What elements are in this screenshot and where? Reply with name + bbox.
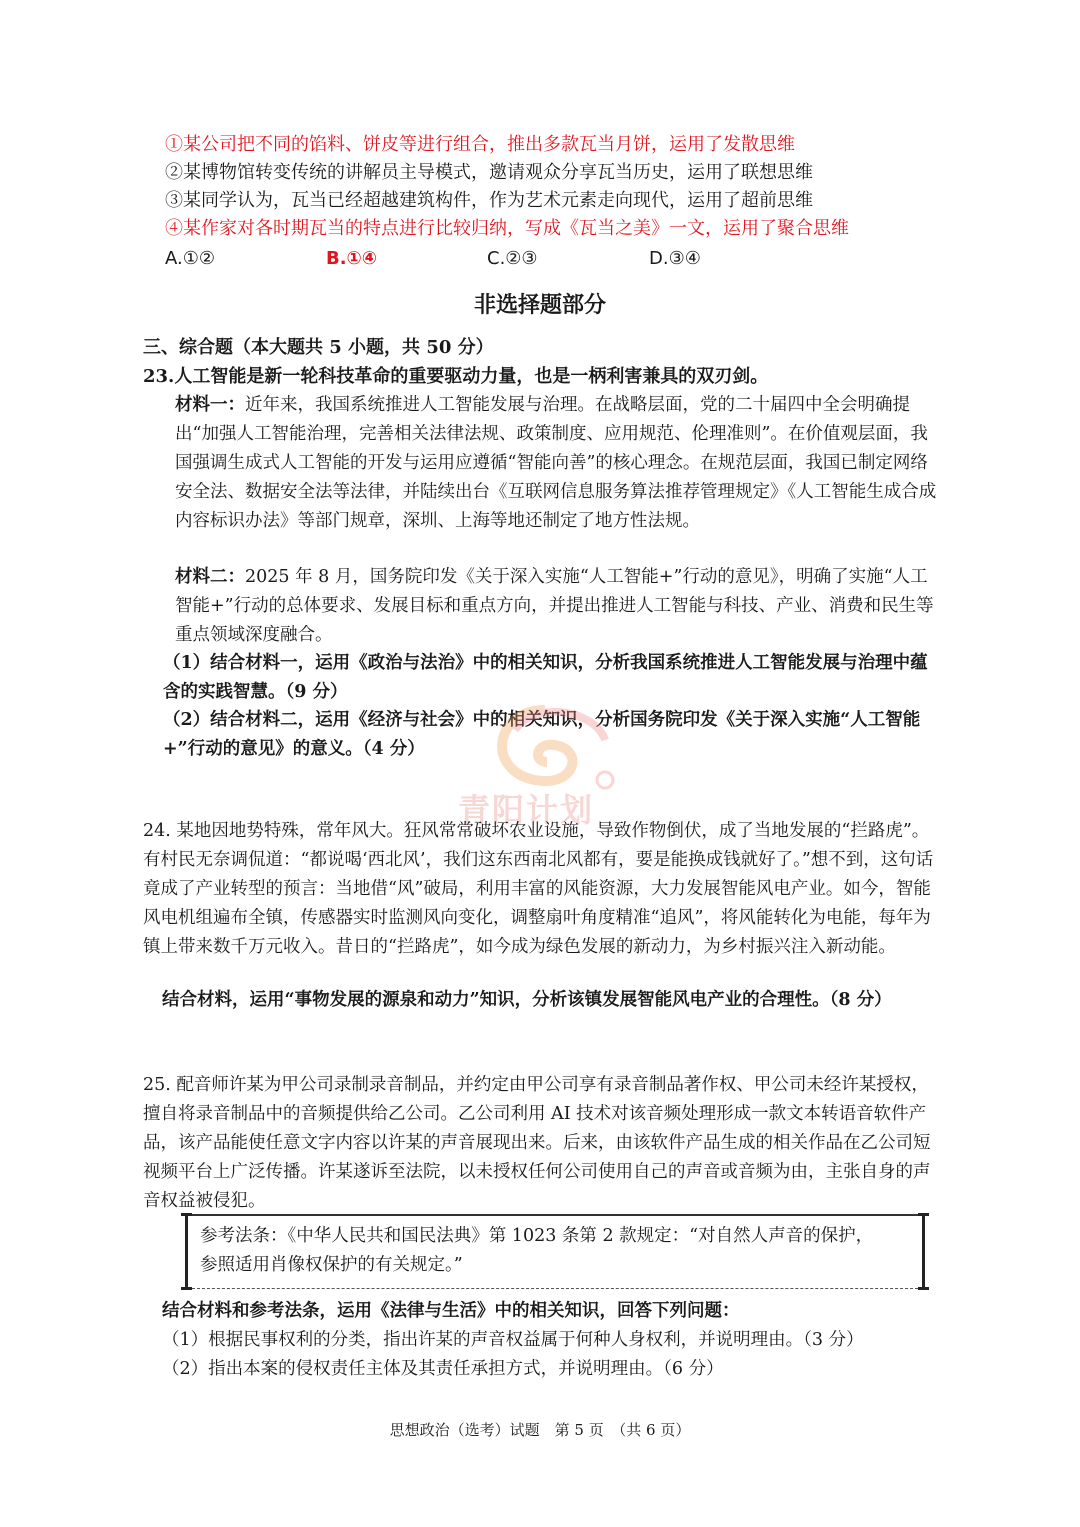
reference-law-box bbox=[183, 1213, 927, 1290]
page-footer: 思想政治（选考）试题 第 5 页 （共 6 页） bbox=[389, 1421, 691, 1439]
q23-title: 23.人工智能是新一轮科技革命的重要驱动力量，也是一柄利害兼具的双刃剑。 bbox=[143, 366, 769, 387]
section-header: 三、综合题（本大题共 5 小题，共 50 分） bbox=[143, 337, 494, 358]
q25-question-2: （2）指出本案的侵权责任主体及其责任承担方式，并说明理由。（6 分） bbox=[162, 1359, 724, 1379]
q25-material: 25. 配音师许某为甲公司录制录音制品，并约定由甲公司享有录音制品著作权、甲公司未经许某授权，擅自将录音制品中的音频提供给乙公司。乙公司利用 AI 技术对该音频处理形成一款文本转语音软件产品，该产品能使任意文字内容以许某的声音展现出来。后来，由该软件产品生成的相关作品在乙公司短视频平台上广泛传播。许某遂诉至法院，以未授权任何公司使用自己的声音或音频为由，主张自身的声音权益被侵犯。 bbox=[143, 1075, 931, 1211]
material-1-label: 材料一： bbox=[175, 395, 245, 415]
q24-question: 结合材料，运用“事物发展的源泉和动力”知识，分析该镇发展智能风电产业的合理性。（8 分） bbox=[162, 990, 892, 1010]
statement-4: ④某作家对各时期瓦当的特点进行比较归纳，写成《瓦当之美》一文，运用了聚合思维 bbox=[165, 218, 849, 239]
q23-material-2 bbox=[175, 563, 941, 650]
q23-question-2: （2）结合材料二，运用《经济与社会》中的相关知识，分析国务院印发《关于深入实施“人工智能+”行动的意见》的意义。（4 分） bbox=[163, 710, 921, 759]
q23-question-1: （1）结合材料一，运用《政治与法治》中的相关知识，分析我国系统推进人工智能发展与治理中蕴含的实践智慧。（9 分） bbox=[163, 653, 928, 702]
option-b: B.①④ bbox=[326, 248, 378, 269]
material-1-text: 近年来，我国系统推进人工智能发展与治理。在战略层面，党的二十届四中全会明确提出“加强人工智能治理，完善相关法律法规、政策制度、应用规范、伦理准则”。在价值观层面，我国强调生成式人工智能的开发与运用应遵循“智能向善”的核心理念。在规范层面，我国已制定网络安全法、数据安全法等法律，并陆续出台《互联网信息服务算法推荐管理规定》《人工智能生成合成内容标识办法》等部门规章，深圳、上海等地还制定了地方性法规。 bbox=[175, 395, 937, 531]
option-c: C.②③ bbox=[487, 248, 538, 269]
reference-law-line-1: 参考法条：《中华人民共和国民法典》第 1023 条第 2 款规定：“对自然人声音的保护， bbox=[200, 1226, 874, 1246]
material-2-label: 材料二： bbox=[175, 567, 245, 587]
q24-material: 24. 某地因地势特殊，常年风大。狂风常常破坏农业设施，导致作物倒伏，成了当地发展的“拦路虎”。有村民无奈调侃道：“都说喝‘西北风’，我们这东西南北风都有，要是能换成钱就好了。”想不到，这句话竟成了产业转型的预言：当地借“风”破局，利用丰富的风能资源，大力发展智能风电产业。如今，智能风电机组遍布全镇，传感器实时监测风向变化，调整扇叶角度精准“追风”，将风能转化为电能，每年为镇上带来数千万元收入。昔日的“拦路虎”，如今成为绿色发展的新动力，为乡村振兴注入新动能。 bbox=[143, 821, 934, 957]
statement-2: ②某博物馆转变传统的讲解员主导模式，邀请观众分享瓦当历史，运用了联想思维 bbox=[165, 162, 813, 183]
section-title: 非选择题部分 bbox=[473, 293, 606, 318]
reference-law-line-2: 参照适用肖像权保护的有关规定。” bbox=[200, 1255, 463, 1275]
q25-instruction: 结合材料和参考法条，运用《法律与生活》中的相关知识，回答下列问题： bbox=[162, 1301, 740, 1321]
option-a: A.①② bbox=[165, 248, 215, 269]
statement-3: ③某同学认为，瓦当已经超越建筑构件，作为艺术元素走向现代，运用了超前思维 bbox=[165, 190, 813, 211]
statement-1: ①某公司把不同的馅料、饼皮等进行组合，推出多款瓦当月饼，运用了发散思维 bbox=[165, 134, 795, 155]
watermark-text: 青阳计划 bbox=[458, 791, 595, 829]
material-2-text: 2025 年 8 月，国务院印发《关于深入实施“人工智能+”行动的意见》，明确了实施“人工智能+”行动的总体要求、发展目标和重点方向，并提出推进人工智能与科技、产业、消费和民生等重点领域深度融合。 bbox=[175, 567, 934, 645]
q25-question-1: （1）根据民事权利的分类，指出许某的声音权益属于何种人身权利，并说明理由。（3 分） bbox=[162, 1330, 864, 1350]
q23-material-1 bbox=[175, 391, 941, 536]
option-d: D.③④ bbox=[649, 248, 701, 269]
